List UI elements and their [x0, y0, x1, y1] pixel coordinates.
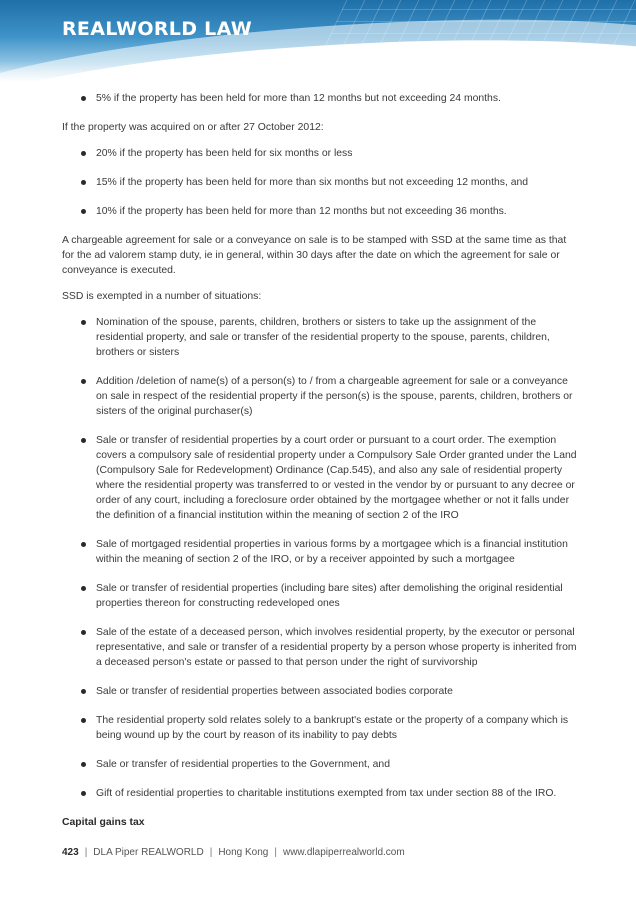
list-item: Sale of mortgaged residential properties in various forms by a mortgagee which is a financial institution within the meaning of section 2 of the IRO, or by a receiver appointed by such a mortgagee	[96, 537, 578, 567]
rate-bullet-list	[62, 146, 578, 219]
footer-publication: DLA Piper REALWORLD	[93, 847, 204, 858]
list-item: Sale or transfer of residential properties between associated bodies corporate	[96, 684, 578, 699]
footer-region: Hong Kong	[218, 847, 269, 858]
list-item: Sale or transfer of residential properties to the Government, and	[96, 757, 578, 772]
list-item: 10% if the property has been held for more than 12 months but not exceeding 36 months.	[96, 204, 578, 219]
list-item: Sale of the estate of a deceased person, which involves residential property, by the executor or personal representative, and sale or transfer of a residential property by a person whose property is inherited from a deceased person's estate or passed to that person under the right of survivorship	[96, 627, 577, 668]
list-item: Sale or transfer of residential properties (including bare sites) after demolishing the original residential properties thereon for constructing redeveloped ones	[96, 581, 578, 611]
paragraph-stamping: A chargeable agreement for sale or a conveyance on sale is to be stamped with SSD at the same time as that for the ad valorem stamp duty, ie in general, within 30 days after the date on which the agreement for sale or conveyance is executed.	[62, 235, 567, 276]
intro-bullet-list	[62, 91, 578, 106]
footer-separator: |	[209, 847, 213, 858]
footer-separator: |	[274, 847, 277, 858]
paragraph-acquired: If the property was acquired on or after 27 October 2012:	[62, 122, 324, 133]
section-heading: Capital gains tax	[62, 817, 145, 828]
page-number: 423	[62, 847, 79, 858]
list-item: Gift of residential properties to charitable institutions exempted from tax under section 88 of the IRO.	[96, 786, 578, 801]
list-item: Addition /deletion of name(s) of a person(s) to / from a chargeable agreement for sale or a conveyance on sale in respect of the residential property if the person(s) is the spouse, parents, children, brothers or sisters of the original purchaser(s)	[96, 374, 578, 419]
list-item: 20% if the property has been held for six months or less	[96, 146, 578, 161]
page-footer	[62, 847, 405, 858]
paragraph-exempt: SSD is exempted in a number of situations:	[62, 291, 262, 302]
list-item: Nomination of the spouse, parents, children, brothers or sisters to take up the assignment of the residential property, and sale or transfer of the residential property to the spouse, parents, children, brothers or sisters	[96, 315, 578, 360]
header-banner	[0, 0, 636, 82]
document-body	[62, 91, 578, 830]
list-item: Sale or transfer of residential properties by a court order or pursuant to a court order. The exemption covers a compulsory sale of residential property under a Compulsory Sale Order granted under the Land (Compulsory Sale for Redevelopment) Ordinance (Cap.545), and also any sale of residential property where the residential property was transferred to or vested in the vendor by or pursuant to any decree or order of any court, including a foreclosure order obtained by the mortgagee whether or not it falls under the definition of a financial institution within the meaning of section 2 of the IRO	[96, 435, 577, 521]
list-item: The residential property sold relates solely to a bankrupt's estate or the property of a company which is being wound up by the court by reason of its inability to pay debts	[96, 713, 578, 743]
list-item: 5% if the property has been held for more than 12 months but not exceeding 24 months.	[96, 91, 578, 106]
footer-separator: |	[84, 847, 88, 858]
header-title: REALWORLD LAW	[62, 18, 252, 40]
footer-website-link[interactable]: www.dlapiperrealworld.com	[282, 847, 405, 858]
list-item: 15% if the property has been held for more than six months but not exceeding 12 months, and	[96, 175, 578, 190]
exemption-bullet-list	[62, 315, 578, 801]
